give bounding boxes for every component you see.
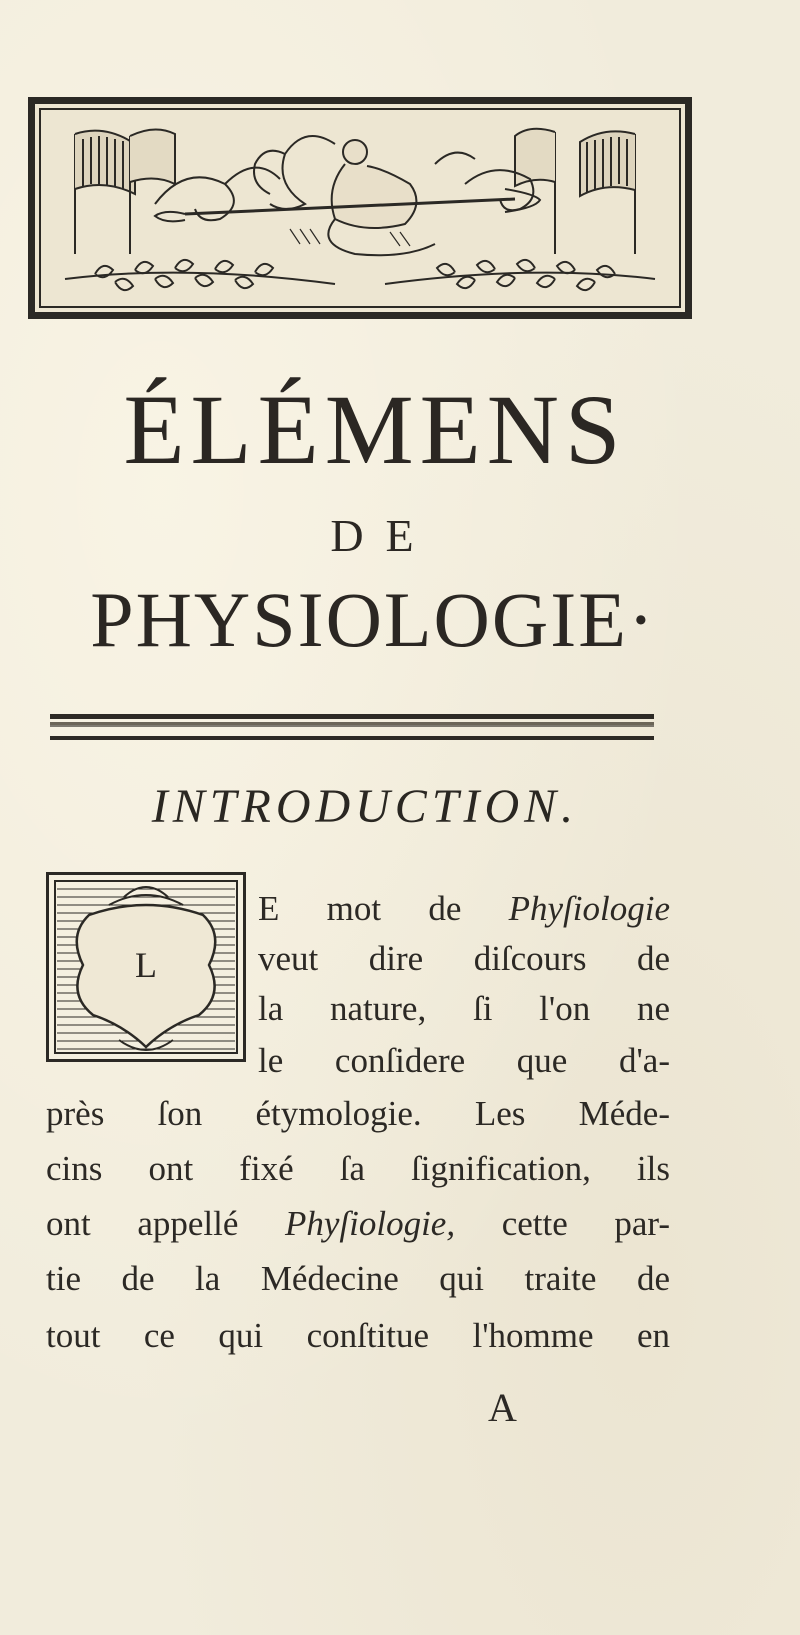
line-8-part-1: tie de la Médecine qui traite de [46,1259,670,1298]
headpiece-ornament [28,97,692,319]
line-7-part-3: cette par- [455,1204,670,1243]
title-line-physiologie: PHYSIOLOGIE· [90,576,656,663]
signature-mark: A [488,1385,517,1430]
line-2-part-1: veut dire diſcours de [258,939,670,978]
line-4-part-1: le conſidere que d'a- [258,1041,670,1080]
dropcap-frame [46,872,246,1062]
title-line-elemens: ÉLÉMENS [123,374,627,485]
line-1-part-2: Phyſiologie [508,889,670,928]
headpiece-engraving-icon [35,104,685,312]
paragraph-line-1 [258,885,670,933]
paragraph-line-3 [258,985,670,1033]
paragraph-line-7 [46,1200,670,1248]
line-9-part-1: tout ce qui conſtitue l'homme en [46,1316,670,1355]
line-6-part-1: cins ont fixé ſa ſignification, ils [46,1149,670,1188]
paragraph-line-2 [258,935,670,983]
line-3-part-1: la nature, ſi l'on ne [258,989,670,1028]
paragraph-line-8 [46,1255,670,1303]
line-7-part-1: ont appellé [46,1204,285,1243]
title-line-de: DE [330,510,436,561]
dropcap-letter: L [135,945,157,985]
paragraph-line-6 [46,1145,670,1193]
paragraph-line-9 [46,1312,670,1360]
double-rule-divider [50,712,654,744]
line-5-part-1: près ſon étymologie. Les Méde- [46,1094,670,1133]
section-heading: INTRODUCTION. [151,780,579,833]
line-7-part-2: Phyſiologie, [284,1204,456,1243]
paragraph-line-4 [258,1037,670,1085]
line-1-part-1: E mot de [258,889,509,928]
paragraph-line-5 [46,1090,670,1138]
